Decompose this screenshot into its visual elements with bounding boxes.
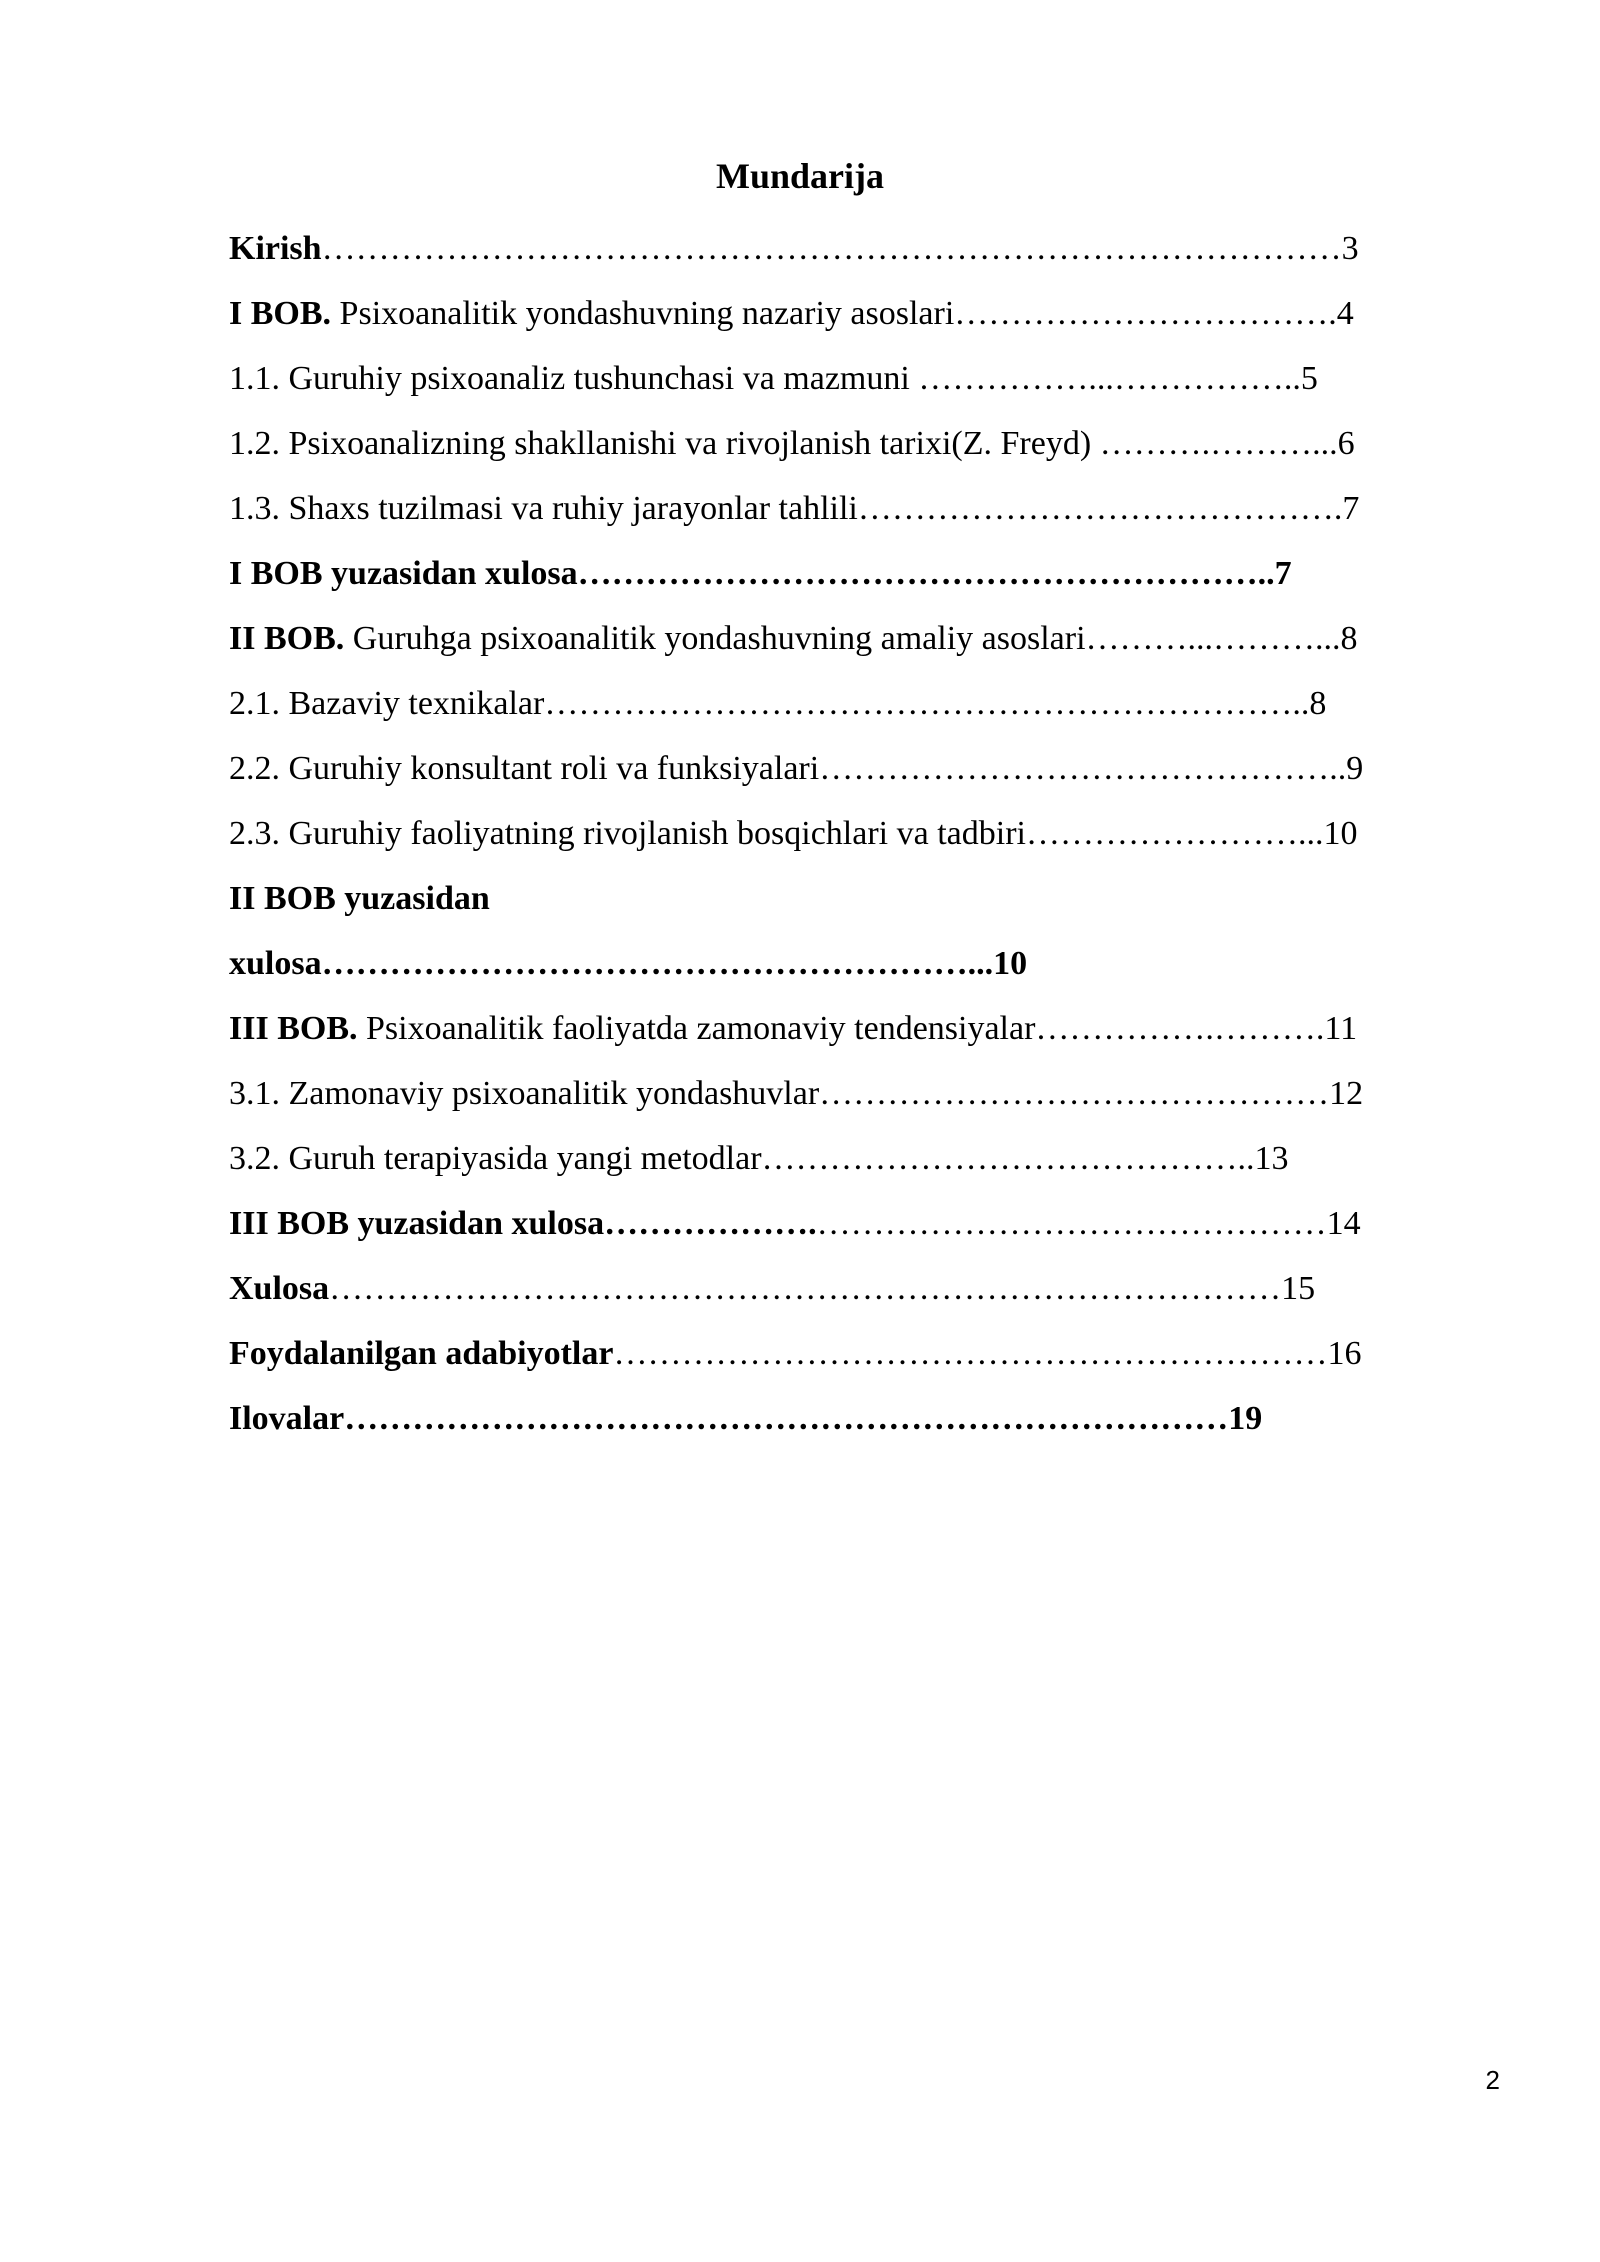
toc-entry-leader: ……………………………………………………… xyxy=(613,1335,1328,1372)
toc-entry-page: 14 xyxy=(1326,1205,1361,1242)
toc-entry-label: Xulosa xyxy=(229,1270,330,1307)
toc-entry-title: 2.2. Guruhiy konsultant roli va funksiyalari xyxy=(229,750,820,787)
toc-entry-title: 1.2. Psixoanalizning shakllanishi va rivojlanish tarixi(Z. Freyd) xyxy=(229,425,1100,462)
toc-entry-title: 1.3. Shaxs tuzilmasi va ruhiy jarayonlar tahlili xyxy=(229,490,858,527)
toc-entry-2-1[interactable] xyxy=(229,671,1489,736)
toc-entry-3-2[interactable] xyxy=(229,1126,1489,1191)
toc-entry-page: 7 xyxy=(1274,555,1292,592)
toc-entry-title: 3.2. Guruh terapiyasida yangi metodlar xyxy=(229,1140,762,1177)
toc-entry-page: 3 xyxy=(1341,230,1359,267)
toc-entry-1-1[interactable] xyxy=(229,346,1489,411)
toc-entry-leader: ……………………... xyxy=(1025,815,1324,852)
toc-entry-label: II BOB yuzasidan xyxy=(229,880,490,917)
toc-entry-page: 15 xyxy=(1281,1270,1316,1307)
toc-entry-label: xulosa xyxy=(229,945,322,982)
toc-entry-leader: …………………………………………………………………… xyxy=(344,1400,1229,1437)
toc-entry-leader: …………….………. xyxy=(1035,1010,1325,1047)
toc-entry-label: I BOB yuzasidan xulosa xyxy=(229,555,578,592)
toc-entry-title: 1.1. Guruhiy psixoanaliz tushunchasi va mazmuni xyxy=(229,360,919,397)
toc-entry-references[interactable] xyxy=(229,1321,1489,1386)
toc-entry-page: 8 xyxy=(1309,685,1327,722)
toc-entry-leader: ………………………………………………………………………… xyxy=(329,1270,1282,1307)
toc-entry-leader: ……….………... xyxy=(1099,425,1338,462)
toc-entry-chapter-label: I BOB. xyxy=(229,295,332,332)
toc-entry-title: Psixoanalitik faoliyatda zamonaviy tendensiyalar xyxy=(357,1010,1036,1047)
toc-entry-page: 19 xyxy=(1228,1400,1263,1437)
toc-entry-page: 13 xyxy=(1254,1140,1289,1177)
toc-entry-page: 8 xyxy=(1340,620,1358,657)
toc-entry-chapter-2[interactable] xyxy=(229,606,1489,671)
toc-entry-leader: ……………………………………… xyxy=(819,1075,1330,1112)
toc-entry-leader: …………………………………….. xyxy=(761,1140,1255,1177)
toc-entry-title: 2.1. Bazaviy texnikalar xyxy=(229,685,545,722)
toc-entry-page: 16 xyxy=(1327,1335,1362,1372)
toc-entry-page: 5 xyxy=(1300,360,1318,397)
toc-entry-chapter-3[interactable] xyxy=(229,996,1489,1061)
toc-entry-title: Psixoanalitik yondashuvning nazariy asoslari xyxy=(331,295,955,332)
toc-entry-1-3[interactable] xyxy=(229,476,1489,541)
toc-entry-appendices[interactable] xyxy=(229,1386,1489,1451)
toc-entry-leader: ………………………………………………………….. xyxy=(544,685,1310,722)
toc-entry-chapter-3-conclusion[interactable] xyxy=(229,1191,1489,1256)
toc-entry-page: 11 xyxy=(1324,1010,1358,1047)
toc-entry-leader: ……………………………. xyxy=(954,295,1337,332)
toc-entry-page: 6 xyxy=(1337,425,1355,462)
toc-entry-page: 10 xyxy=(993,945,1028,982)
toc-entry-xulosa[interactable] xyxy=(229,1256,1489,1321)
toc-entry-page: 10 xyxy=(1323,815,1358,852)
toc-entry-title: 2.3. Guruhiy faoliyatning rivojlanish bosqichlari va tadbiri xyxy=(229,815,1026,852)
toc-entry-page: 7 xyxy=(1342,490,1360,527)
toc-entry-leader-bold: ………………. xyxy=(604,1205,817,1242)
page-number: 2 xyxy=(1485,2065,1500,2095)
toc-entry-3-1[interactable] xyxy=(229,1061,1489,1126)
toc-entry-leader: ……………...…………….. xyxy=(918,360,1301,397)
toc-entry-chapter-1-conclusion[interactable] xyxy=(229,541,1489,606)
toc-entry-page: 4 xyxy=(1336,295,1354,332)
toc-entry-2-3[interactable] xyxy=(229,801,1489,866)
toc-entry-label: Kirish xyxy=(229,230,322,267)
toc-entry-page: 12 xyxy=(1329,1075,1364,1112)
toc-entry-chapter-2-conclusion-line-1[interactable] xyxy=(229,866,1489,931)
toc-entry-title: Guruhga psixoanalitik yondashuvning amaliy asoslari xyxy=(344,620,1086,657)
toc-entry-chapter-label: II BOB. xyxy=(229,620,345,657)
toc-entry-label: Foydalanilgan adabiyotlar xyxy=(229,1335,614,1372)
toc-entry-1-2[interactable] xyxy=(229,411,1489,476)
table-of-contents xyxy=(229,216,1489,1451)
toc-entry-label: Ilovalar xyxy=(229,1400,345,1437)
toc-heading: Mundarija xyxy=(715,156,884,196)
toc-entry-leader: ……………………………………. xyxy=(857,490,1343,527)
toc-entry-kirish[interactable] xyxy=(229,216,1489,281)
toc-entry-label: III BOB yuzasidan xulosa xyxy=(229,1205,605,1242)
toc-entry-leader: …………………………………………………... xyxy=(321,945,994,982)
toc-entry-chapter-label: III BOB. xyxy=(229,1010,358,1047)
toc-entry-leader: ……………………………………… xyxy=(816,1205,1327,1242)
toc-entry-leader: …………………………………………………….. xyxy=(577,555,1275,592)
toc-entry-leader: ……………………………………….. xyxy=(819,750,1347,787)
toc-entry-2-2[interactable] xyxy=(229,736,1489,801)
toc-entry-leader: ……………………………………………………………………………… xyxy=(321,230,1342,267)
toc-entry-page: 9 xyxy=(1346,750,1364,787)
toc-entry-leader: ………...………... xyxy=(1085,620,1341,657)
toc-entry-title: 3.1. Zamonaviy psixoanalitik yondashuvlar xyxy=(229,1075,820,1112)
toc-entry-chapter-2-conclusion-line-2[interactable] xyxy=(229,931,1489,996)
toc-entry-chapter-1[interactable] xyxy=(229,281,1489,346)
